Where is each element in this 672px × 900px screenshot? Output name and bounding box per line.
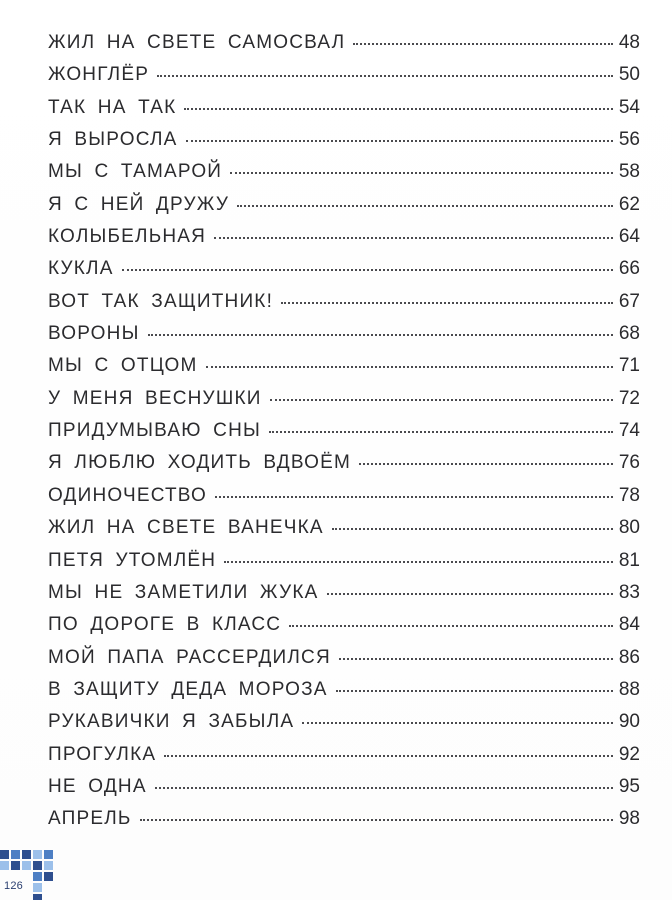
toc-dot-leader <box>155 787 613 789</box>
toc-entry <box>48 614 640 646</box>
toc-dot-leader <box>327 593 613 595</box>
toc-entry-page: 92 <box>618 743 640 765</box>
toc-entry-title: ПЕТЯ УТОМЛЁН <box>48 549 217 571</box>
toc-entry-title: Я С НЕЙ ДРУЖУ <box>48 193 230 215</box>
toc-entry <box>48 258 640 290</box>
toc-entry <box>48 97 640 129</box>
toc-dot-leader <box>289 625 613 627</box>
toc-entry-page: 72 <box>618 387 640 409</box>
toc-entry-page: 74 <box>618 420 640 442</box>
toc-entry <box>48 776 640 808</box>
toc-entry-page: 83 <box>618 581 640 603</box>
toc-entry-title: ЖОНГЛЁР <box>48 64 150 86</box>
toc-entry-title: ВОРОНЫ <box>48 323 140 345</box>
toc-dot-leader <box>302 722 613 724</box>
toc-entry-page: 81 <box>618 549 640 571</box>
toc-entry-page: 88 <box>618 678 640 700</box>
toc-entry-title: ОДИНОЧЕСТВО <box>48 484 208 506</box>
toc-entry-page: 98 <box>618 808 640 830</box>
toc-entry <box>48 550 640 582</box>
toc-dot-leader <box>332 528 613 530</box>
toc-dot-leader <box>164 755 613 757</box>
toc-entry <box>48 582 640 614</box>
toc-entry-title: ПРОГУЛКА <box>48 743 157 765</box>
toc-entry <box>48 161 640 193</box>
toc-entry-title: Я ЛЮБЛЮ ХОДИТЬ ВДВОЁМ <box>48 452 352 474</box>
toc-dot-leader <box>184 108 612 110</box>
toc-entry-title: ПО ДОРОГЕ В КЛАСС <box>48 614 282 636</box>
toc-entry-page: 78 <box>618 484 640 506</box>
toc-entry-page: 62 <box>618 193 640 215</box>
toc-entry-title: КОЛЫБЕЛЬНАЯ <box>48 226 207 248</box>
toc-entry-page: 71 <box>618 355 640 377</box>
toc-entry-page: 80 <box>618 517 640 539</box>
toc-entry-title: МЫ С ОТЦОМ <box>48 355 198 377</box>
toc-dot-leader <box>122 269 613 271</box>
toc-entry-page: 84 <box>618 614 640 636</box>
toc-entry-title: ЖИЛ НА СВЕТЕ ВАНЕЧКА <box>48 517 324 539</box>
toc-entry-page: 56 <box>618 129 640 151</box>
toc-entry-page: 68 <box>618 323 640 345</box>
toc-entry-title: РУКАВИЧКИ Я ЗАБЫЛА <box>48 711 295 733</box>
toc-entry-page: 48 <box>618 32 640 53</box>
toc-entry-page: 64 <box>618 226 640 248</box>
toc-dot-leader <box>186 140 613 142</box>
toc-dot-leader <box>281 302 613 304</box>
toc-entry-page: 86 <box>618 646 640 668</box>
toc-entry <box>48 355 640 387</box>
toc-entry <box>48 226 640 258</box>
toc-dot-leader <box>140 819 613 821</box>
toc-dot-leader <box>148 334 613 336</box>
toc-entry <box>48 711 640 743</box>
toc-entry <box>48 129 640 161</box>
decorative-pixel-mark <box>0 850 56 900</box>
toc-dot-leader <box>157 75 613 77</box>
toc-entry <box>48 679 640 711</box>
toc-entry-title: МЫ С ТАМАРОЙ <box>48 161 223 183</box>
toc-dot-leader <box>270 399 613 401</box>
toc-entry <box>48 808 640 840</box>
table-of-contents <box>48 32 640 841</box>
toc-entry-title: МЫ НЕ ЗАМЕТИЛИ ЖУКА <box>48 581 319 603</box>
toc-dot-leader <box>269 431 613 433</box>
toc-dot-leader <box>214 237 613 239</box>
toc-dot-leader <box>224 561 613 563</box>
toc-entry <box>48 744 640 776</box>
toc-dot-leader <box>353 43 613 45</box>
toc-entry-page: 58 <box>618 161 640 183</box>
toc-entry-page: 66 <box>618 258 640 280</box>
toc-entry <box>48 517 640 549</box>
toc-dot-leader <box>237 205 613 207</box>
toc-entry <box>48 452 640 484</box>
toc-entry-title: НЕ ОДНА <box>48 775 147 797</box>
toc-entry-title: В ЗАЩИТУ ДЕДА МОРОЗА <box>48 678 328 700</box>
toc-entry-page: 67 <box>618 290 640 312</box>
toc-entry-page: 54 <box>618 96 640 118</box>
toc-entry-title: ВОТ ТАК ЗАЩИТНИК! <box>48 290 274 312</box>
toc-dot-leader <box>215 496 613 498</box>
toc-dot-leader <box>336 690 613 692</box>
page-number: 126 <box>4 880 23 892</box>
toc-dot-leader <box>339 658 613 660</box>
toc-dot-leader <box>230 172 613 174</box>
toc-entry <box>48 32 640 64</box>
toc-dot-leader <box>359 463 613 465</box>
toc-entry <box>48 194 640 226</box>
toc-entry <box>48 485 640 517</box>
toc-entry-title: ТАК НА ТАК <box>48 96 177 118</box>
toc-entry <box>48 647 640 679</box>
toc-entry-title: ПРИДУМЫВАЮ СНЫ <box>48 420 262 442</box>
toc-entry-page: 95 <box>618 775 640 797</box>
toc-entry <box>48 388 640 420</box>
toc-entry-page: 90 <box>618 711 640 733</box>
toc-entry-title: МОЙ ПАПА РАССЕРДИЛСЯ <box>48 646 331 668</box>
toc-entry-title: У МЕНЯ ВЕСНУШКИ <box>48 387 262 409</box>
toc-entry <box>48 291 640 323</box>
toc-entry-title: АПРЕЛЬ <box>48 808 132 830</box>
toc-entry <box>48 323 640 355</box>
toc-entry-page: 76 <box>618 452 640 474</box>
toc-entry-title: КУКЛА <box>48 258 114 280</box>
toc-entry-title: ЖИЛ НА СВЕТЕ САМОСВАЛ <box>48 32 346 53</box>
toc-entry <box>48 420 640 452</box>
toc-entry <box>48 64 640 96</box>
toc-dot-leader <box>206 366 613 368</box>
toc-entry-title: Я ВЫРОСЛА <box>48 129 178 151</box>
toc-entry-page: 50 <box>618 64 640 86</box>
